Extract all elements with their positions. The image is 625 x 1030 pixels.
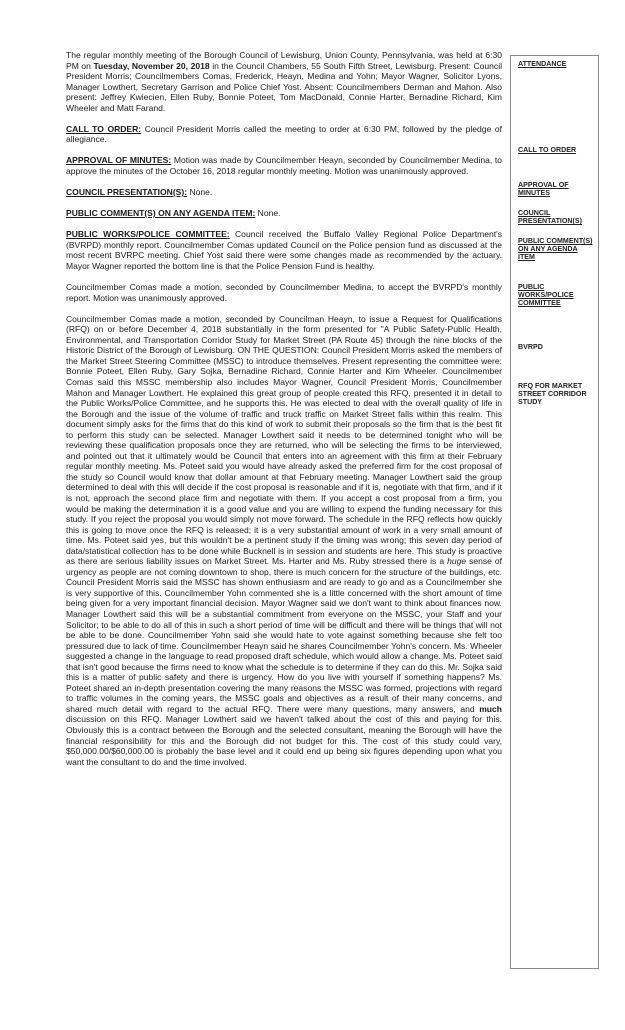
body-text: None. — [187, 187, 213, 198]
section-heading: PUBLIC COMMENT(S) ON ANY AGENDA ITEM: — [66, 208, 256, 219]
body-text: Council President Morris called the meeting to order at 6:30 PM, followed by the pledge of allegiance. — [66, 123, 502, 145]
body-text: Council received the Buffalo Valley Regional Police Department's (BVRPD) monthly report. Councilmember Comas updated Council on the Police pension fund as discussed at the most recent BVRPC meeting. Chief Yost said there were some changes made as recommended by the actuary. Mayor Wagner reported the bottom line is that the Police Pension Fund is healthy. — [66, 229, 502, 271]
paragraph-call-to-order — [66, 124, 502, 145]
margin-label-rfq: RFQ FOR MARKET STREET CORRIDOR STUDY — [518, 382, 587, 407]
paragraph-approval-of-minutes — [66, 155, 502, 176]
section-heading: PUBLIC WORKS/POLICE COMMITTEE: — [66, 229, 230, 240]
paragraph-public-works-police — [66, 229, 502, 271]
paragraph-council-presentations — [66, 187, 502, 198]
bold-text: Tuesday, November 20, 2018 — [93, 60, 210, 71]
margin-index-box — [510, 55, 599, 969]
body-text: discussion on this RFQ. Manager Lowthert said we haven't talked about the cost of this and paying for this. Obviously this is a contract between the Borough and the selected consultant, meaning the Borough will have the financial responsibility for this and the Borough did not budget for this. The cost of this study could vary, $50,000.00/$60,000.00 is probably the base level and it could end up being six figures depending upon what you want the consultant to do and the time involved. — [66, 714, 502, 767]
paragraph-bvrpd-motion — [66, 282, 502, 303]
paragraph-public-comments — [66, 208, 502, 219]
margin-label-approval-of-minutes: APPROVAL OF MINUTES — [518, 181, 569, 198]
body-text: Councilmember Comas made a motion, seconded by Councilmember Medina, to accept the BVRPD's monthly report. Motion was unanimously approved. — [66, 282, 502, 303]
margin-label-public-comments: PUBLIC COMMENT(S) ON ANY AGENDA ITEM — [518, 237, 593, 262]
body-text: None. — [255, 208, 281, 219]
margin-label-public-works-police: PUBLIC WORKS/POLICE COMMITTEE — [518, 283, 574, 308]
italic-text: huge — [447, 556, 467, 567]
minutes-body — [66, 50, 502, 778]
body-text: Councilmember Comas made a motion, seconded by Councilman Heayn, to issue a Request for Qualifications (RFQ) on or before December 4, 2018 substantially in the form presented for "A Public Safety-Public Health, Environmental, and Transportation Corridor Study for Market Street (PA Route 45) through the nine blocks of the Historic District of the Borough of Lewisburg. ON THE QUESTION: Council President Morris asked the members of the Market Street Steering Committee (MSSC) to introduce themselves. Present representing the committee were: Bonnie Poteet, Ellen Ruby, Gary Sojka, Bernadine Richard, Connie Harter and Kim Wheeler. Councilmember Comas said this MSSC membership also includes Mayor Wagner, Council President Morris, Councilmember Mahon and Manager Lowthert. He explained this great group of people created this RFQ, presented it in detail to the Public Works/Police Committee, and he supports this. He was elected to deal with the overall quality of life in the Borough and the issue of the volume of traffic and truck traffic on Market Street falls within this realm. This document simply asks for the firms that do this kind of work to submit their proposals so the firm that is the best fit to perform this study can be selected. Manager Lowthert said it needs to be determined tonight who will be reviewing these qualification proposals once they are returned, who will be selecting the firms to be interviewed, and pointed out that it ultimately would be Council that enters into an agreement with this firm at their February regular monthly meeting. Ms. Poteet said you would have already asked the preferred firm for the cost proposal of the study so Council would know that dollar amount at that February meeting. Manager Lowthert said the group determined to deal with this will decide if the cost proposal is reasonable and if it is, negotiate with that firm, and if it is not, approach the second place firm and negotiate with them. If you accept a cost proposal from a firm, you would be making the determination it is a good value and you are willing to expend the funding necessary for this study. If you reject the proposal you would simply not move forward. The schedule in the RFQ reflects how quickly this is going to move once the RFQ is released; it is a very substantial amount of work in a very small amount of time. Ms. Poteet said yes, but this wouldn't be a pertinent study if the timing was wrong; this seven day period of data/statistical collection has to be done while Bucknell is in session and students are here. This study is proactive as there are serious liability issues on Market Street. Ms. Harter and Ms. Ruby stressed there is a — [66, 313, 502, 567]
margin-label-bvrpd: BVRPD — [518, 343, 543, 351]
margin-label-attendance: ATTENDANCE — [518, 60, 567, 68]
body-text: The regular monthly meeting of the Borough Council of Lewisburg, Union County, Pennsylvania, was held at 6:30 PM on — [66, 50, 502, 71]
margin-label-call-to-order: CALL TO ORDER — [518, 146, 577, 154]
section-heading: APPROVAL OF MINUTES: — [66, 155, 172, 166]
margin-label-council-presentations: COUNCIL PRESENTATION(S) — [518, 209, 582, 226]
body-text: in the Council Chambers, 55 South Fifth Street, Lewisburg. Present: Council President Morris; Councilmembers Comas, Frederick, Heayn, Medina and Yohn; Mayor Wagner, Solicitor Lyons, Manager Lowthert, Secretary Garrison and Police Chief Yost. Absent: Councilmembers Derman and Mahon. Also present: Jeffrey Kwiecien, Ellen Ruby, Bonnie Poteet, Tom MacDonald, Connie Harter, Bernadine Richard, Kim Wheeler and Matt Farand. — [66, 60, 502, 113]
body-text: sense of urgency as people are not coming downtown to shop, there is much concern for the structure of the buildings, etc. Council President Morris said the MSSC has shown enthusiasm and are ready to go and as a Councilmember she is very supportive of this. Councilmember Yohn commented she is a little concerned with the short amount of time being given for a very important financial decision. Mayor Wagner said we don't want to think about finances now. Manager Lowthert said this will be a substantial commitment from everyone on the MSSC, your Staff and your Solicitor; to be able to do all of this in such a short period of time will be difficult and there will be things that will not be able to be done. Councilmember Yohn said she would hate to vote against something because she felt too pressured due to lack of time. Councilmember Heayn said he shares Councilmember Yohn's concern. Ms. Wheeler suggested a change in the language to read proposed draft schedule, which would allow a change. Ms. Poteet said that isn't good because the firms need to know what the schedule is to determine if they can do this. Mr. Sojka said this is a matter of public safety and there is urgency. How do you live with yourself if something happens? Ms. Poteet shared an in-depth presentation covering the many reasons the MSSC was formed, projections with regard to traffic volumes in the coming years, the MSSC goals and objectives as a result of their many concerns, and shared much detail with regard to the actual RFQ. There were many questions, many answers, and — [66, 556, 502, 714]
paragraph-rfq-motion — [66, 314, 502, 768]
section-heading: COUNCIL PRESENTATION(S): — [66, 187, 188, 198]
bold-text: much — [479, 703, 502, 714]
paragraph-attendance — [66, 50, 502, 113]
section-heading: CALL TO ORDER: — [66, 123, 142, 134]
body-text: Motion was made by Councilmember Heayn, seconded by Councilmember Medina, to approve the minutes of the October 16, 2018 regular monthly meeting. Motion was unanimously approved. — [66, 155, 503, 177]
